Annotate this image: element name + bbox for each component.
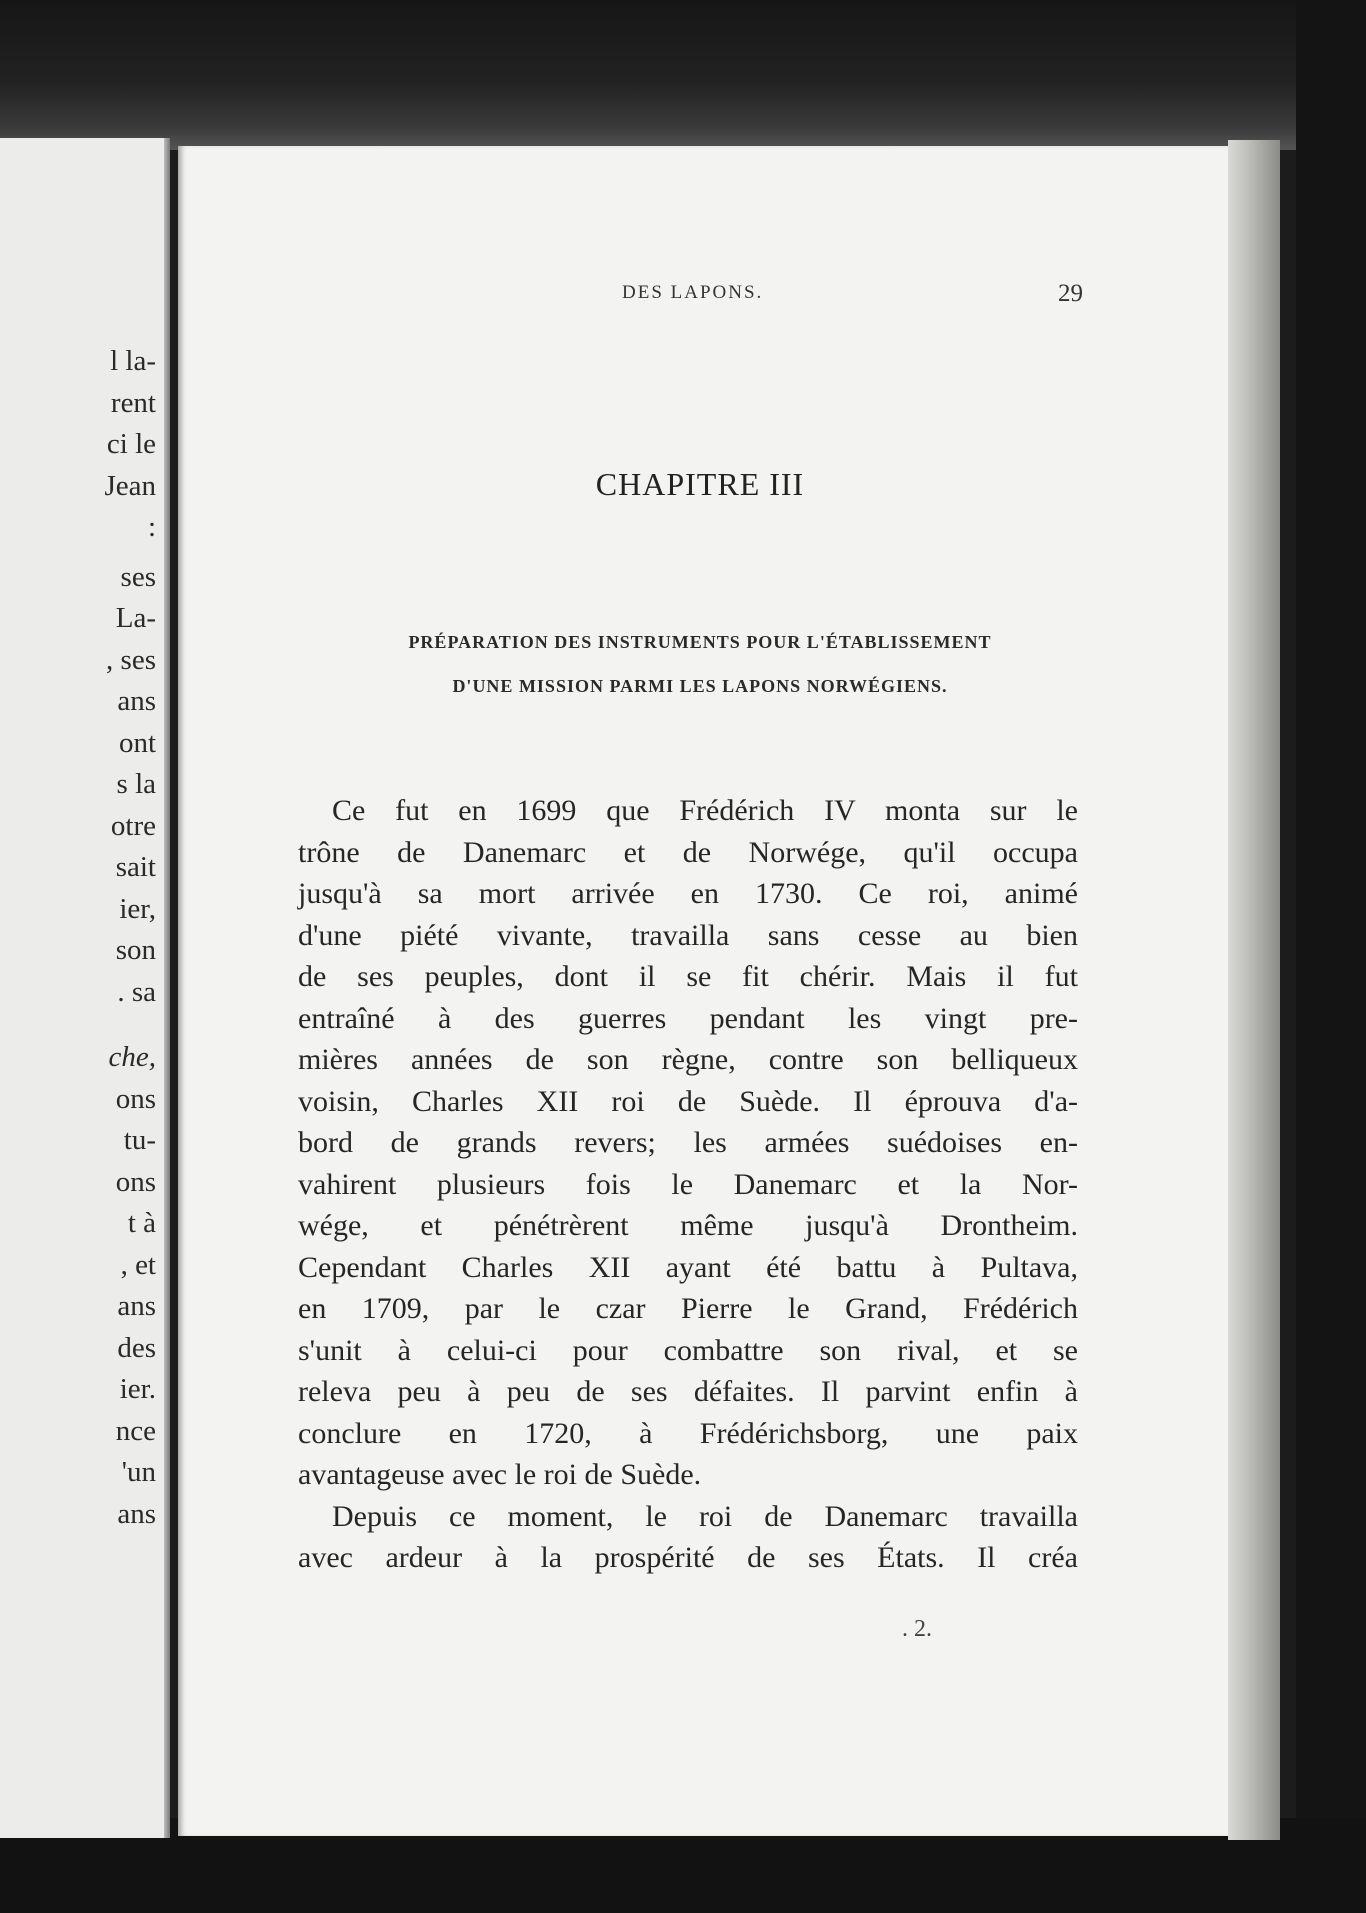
body-text — [298, 790, 1078, 1579]
paragraph — [298, 1496, 1078, 1579]
left-page-fragment: La- — [115, 602, 156, 634]
left-page-fragment: ans — [117, 1290, 156, 1322]
left-page-fragment: ans — [117, 1497, 156, 1530]
text-line: releva peu à peu de ses défaites. Il parvint enfin à — [298, 1375, 1078, 1408]
scan-top-shadow — [0, 0, 1300, 150]
text-line: conclure en 1720, à Frédérichsborg, une paix — [298, 1416, 1078, 1450]
left-page-fragment: ons — [115, 1082, 156, 1115]
left-page-fragment: ci le — [106, 428, 156, 460]
left-page-fragment: son — [115, 934, 156, 966]
text-line: entraîné à des guerres pendant les vingt pre- — [298, 1001, 1078, 1035]
chapter-title: CHAPITRE III — [595, 466, 805, 502]
left-page-fragment: 'un — [121, 1456, 156, 1488]
signature-mark: . 2. — [902, 1616, 932, 1642]
left-page-fragment: : — [147, 511, 156, 543]
left-page-fragment: tu- — [123, 1124, 156, 1156]
left-page-fragment: Jean — [104, 469, 156, 502]
text-line: Depuis ce moment, le roi de Danemarc travailla — [332, 1499, 1078, 1533]
text-line: mières années de son règne, contre son belliqueux — [298, 1043, 1078, 1076]
text-line: de ses peuples, dont il se fit chérir. Mais il fut — [298, 960, 1078, 993]
left-page-fragment: otre — [110, 809, 156, 842]
text-line: Ce fut en 1699 que Frédérich IV monta sur le — [332, 794, 1078, 827]
text-line: voisin, Charles XII roi de Suède. Il éprouva d'a- — [298, 1084, 1078, 1118]
subtitle-line: D'UNE MISSION PARMI LES LAPONS NORWÉGIENS. — [452, 676, 948, 696]
left-page-fragment: , ses — [106, 643, 156, 676]
left-page-fragment: l la- — [110, 345, 156, 377]
text-line: avantageuse avec le roi de Suède. — [298, 1458, 702, 1491]
running-head: DES LAPONS. — [622, 282, 764, 303]
text-line: wége, et pénétrèrent même jusqu'à Drontheim. — [298, 1209, 1078, 1242]
left-page-fragment: , et — [120, 1248, 156, 1281]
left-page-fragment: ses — [120, 560, 156, 593]
page-number: 29 — [1058, 280, 1083, 307]
left-page-fragment: ans — [117, 685, 156, 717]
left-page-fragment: ons — [115, 1165, 156, 1198]
chapter-subtitle — [300, 620, 1100, 708]
text-line: jusqu'à sa mort arrivée en 1730. Ce roi, animé — [298, 877, 1078, 910]
left-page-fragment: . sa — [117, 975, 156, 1008]
paragraph — [298, 790, 1078, 1496]
left-page-fragment: rent — [110, 386, 156, 419]
text-line: avec ardeur à la prospérité de ses États. Il créa — [298, 1541, 1078, 1574]
text-line: d'une piété vivante, travailla sans cesse au bien — [298, 918, 1078, 952]
text-line: en 1709, par le czar Pierre le Grand, Frédérich — [298, 1292, 1078, 1325]
left-page-fragment: ier, — [119, 892, 156, 925]
left-page-fragment: sait — [115, 851, 156, 883]
subtitle-line: PRÉPARATION DES INSTRUMENTS POUR L'ÉTABLISSEMENT — [408, 632, 992, 652]
text-line: bord de grands revers; les armées suédoises en- — [298, 1126, 1078, 1159]
left-page-fragment: ont — [118, 726, 156, 759]
left-facing-page — [0, 138, 170, 1838]
text-line: vahirent plusieurs fois le Danemarc et la Nor- — [298, 1167, 1078, 1201]
left-page-fragment: t à — [127, 1207, 156, 1239]
left-page-fragment: che, — [108, 1041, 156, 1073]
text-line: trône de Danemarc et de Norwége, qu'il occupa — [298, 835, 1078, 869]
scan-right-background — [1296, 0, 1366, 1913]
left-page-fragment: nce — [115, 1414, 156, 1447]
book-gutter — [164, 138, 170, 1838]
page-stack-edge — [1228, 140, 1280, 1840]
left-page-fragment: ier. — [119, 1373, 156, 1405]
left-page-fragment: des — [117, 1331, 156, 1364]
text-line: Cependant Charles XII ayant été battu à Pultava, — [298, 1250, 1078, 1284]
left-page-fragment: s la — [116, 768, 156, 800]
text-line: s'unit à celui-ci pour combattre son rival, et se — [298, 1333, 1078, 1367]
